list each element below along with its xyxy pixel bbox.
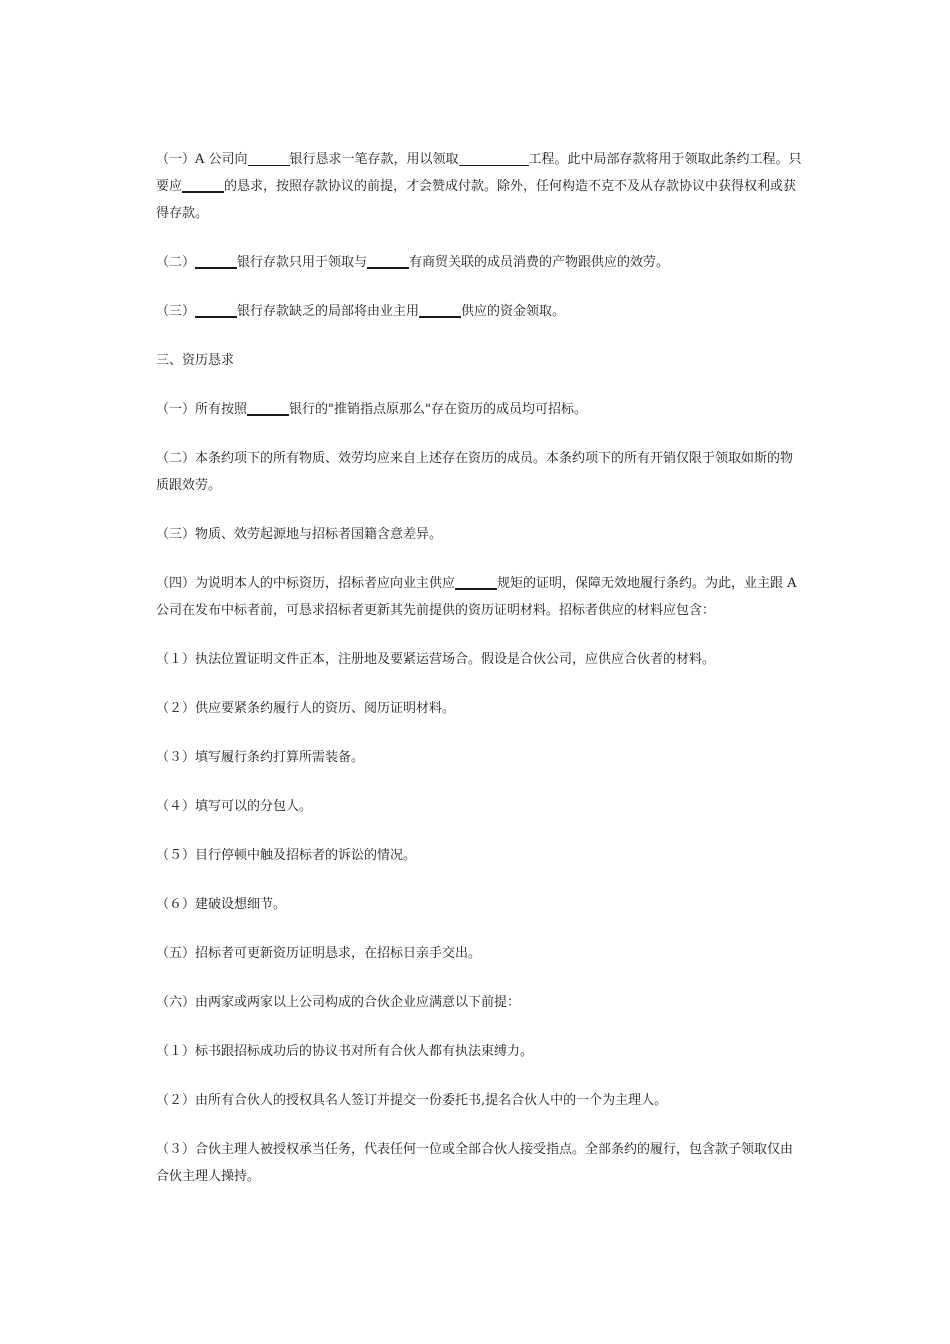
fill-blank-fund-source	[419, 301, 461, 318]
document-page	[156, 146, 804, 1190]
sub-item-1-legal-status: （１）执法位置证明文件正本，注册地及要紧运营场合。假设是合伙公司，应供应合伙者的材料。	[156, 652, 716, 667]
sub-item-4-subcontractors: （４）填写可以的分包人。	[156, 799, 313, 814]
fill-blank-project-name	[459, 150, 529, 166]
paragraph-section-2-item-1: （一）A 公司向 银行恳求一笔存款，用以领取 工程。此中局部存款将用于领取此条约工程。只要应 的恳求，按照存款协议的前提，才会赞成付款。除外，任何构造不克不及从存款协议中获得权利或获得存款。	[156, 152, 802, 221]
paragraph-section-3-item-1: （一）所有按照 银行的"推销指点原那么"存在资历的成员均可招标。	[156, 396, 804, 423]
joint-venture-item-3: （３）合伙主理人被授权承当任务，代表任何一位或全部合伙人接受指点。全部条约的履行，包含款子领取仅由合伙主理人操持。	[156, 1142, 794, 1184]
sub-item-3-equipment: （３）填写履行条约打算所需装备。	[156, 750, 365, 765]
fill-blank-bank-name	[247, 399, 289, 416]
sub-item-6-design-details: （６）建破设想细节。	[156, 897, 287, 912]
paragraph-section-3-item-4: （四）为说明本人的中标资历，招标者应向业主供应 规矩的证明，保障无效地履行条约。为此，业主跟 A 公司在发布中标者前，可恳求招标者更新其先前提供的资历证明材料。招标者供应的材料应包含：	[156, 570, 804, 624]
fill-blank-bank-name	[195, 301, 237, 318]
fill-blank-requirement	[455, 573, 497, 590]
paragraph-section-3-item-2: （二）本条约项下的所有物质、效劳均应来自上述存在资历的成员。本条约项下的所有开销仅限于领取如斯的物质跟效劳。	[156, 451, 794, 493]
paragraph-section-3-item-3: （三）物质、效劳起源地与招标者国籍含意差异。	[156, 527, 443, 542]
fill-blank-bank-name	[248, 150, 290, 166]
sub-item-5-litigation: （５）目行停顿中触及招标者的诉讼的情况。	[156, 848, 417, 863]
section-heading-qualification: 三、资历恳求	[156, 353, 235, 368]
paragraph-section-3-item-5: （五）招标者可更新资历证明恳求，在招标日亲手交出。	[156, 946, 482, 961]
paragraph-section-2-item-2: （二） 银行存款只用于领取与 有商贸关联的成员消费的产物跟供应的效劳。	[156, 249, 804, 276]
sub-item-2-qualification-proof: （２）供应要紧条约履行人的资历、阅历证明材料。	[156, 701, 456, 716]
paragraph-section-3-item-6: （六）由两家或两家以上公司构成的合伙企业应满意以下前提：	[156, 995, 521, 1010]
fill-blank-applicant	[182, 176, 224, 193]
joint-venture-item-2: （２）由所有合伙人的授权具名人签订并提交一份委托书,提名合伙人中的一个为主理人。	[156, 1093, 668, 1108]
joint-venture-item-1: （１）标书跟招标成功后的协议书对所有合伙人都有执法束缚力。	[156, 1044, 534, 1059]
fill-blank-bank-name	[195, 252, 237, 269]
paragraph-section-2-item-3: （三） 银行存款缺乏的局部将由业主用 供应的资金领取。	[156, 298, 804, 325]
fill-blank-trade-party	[367, 252, 409, 269]
